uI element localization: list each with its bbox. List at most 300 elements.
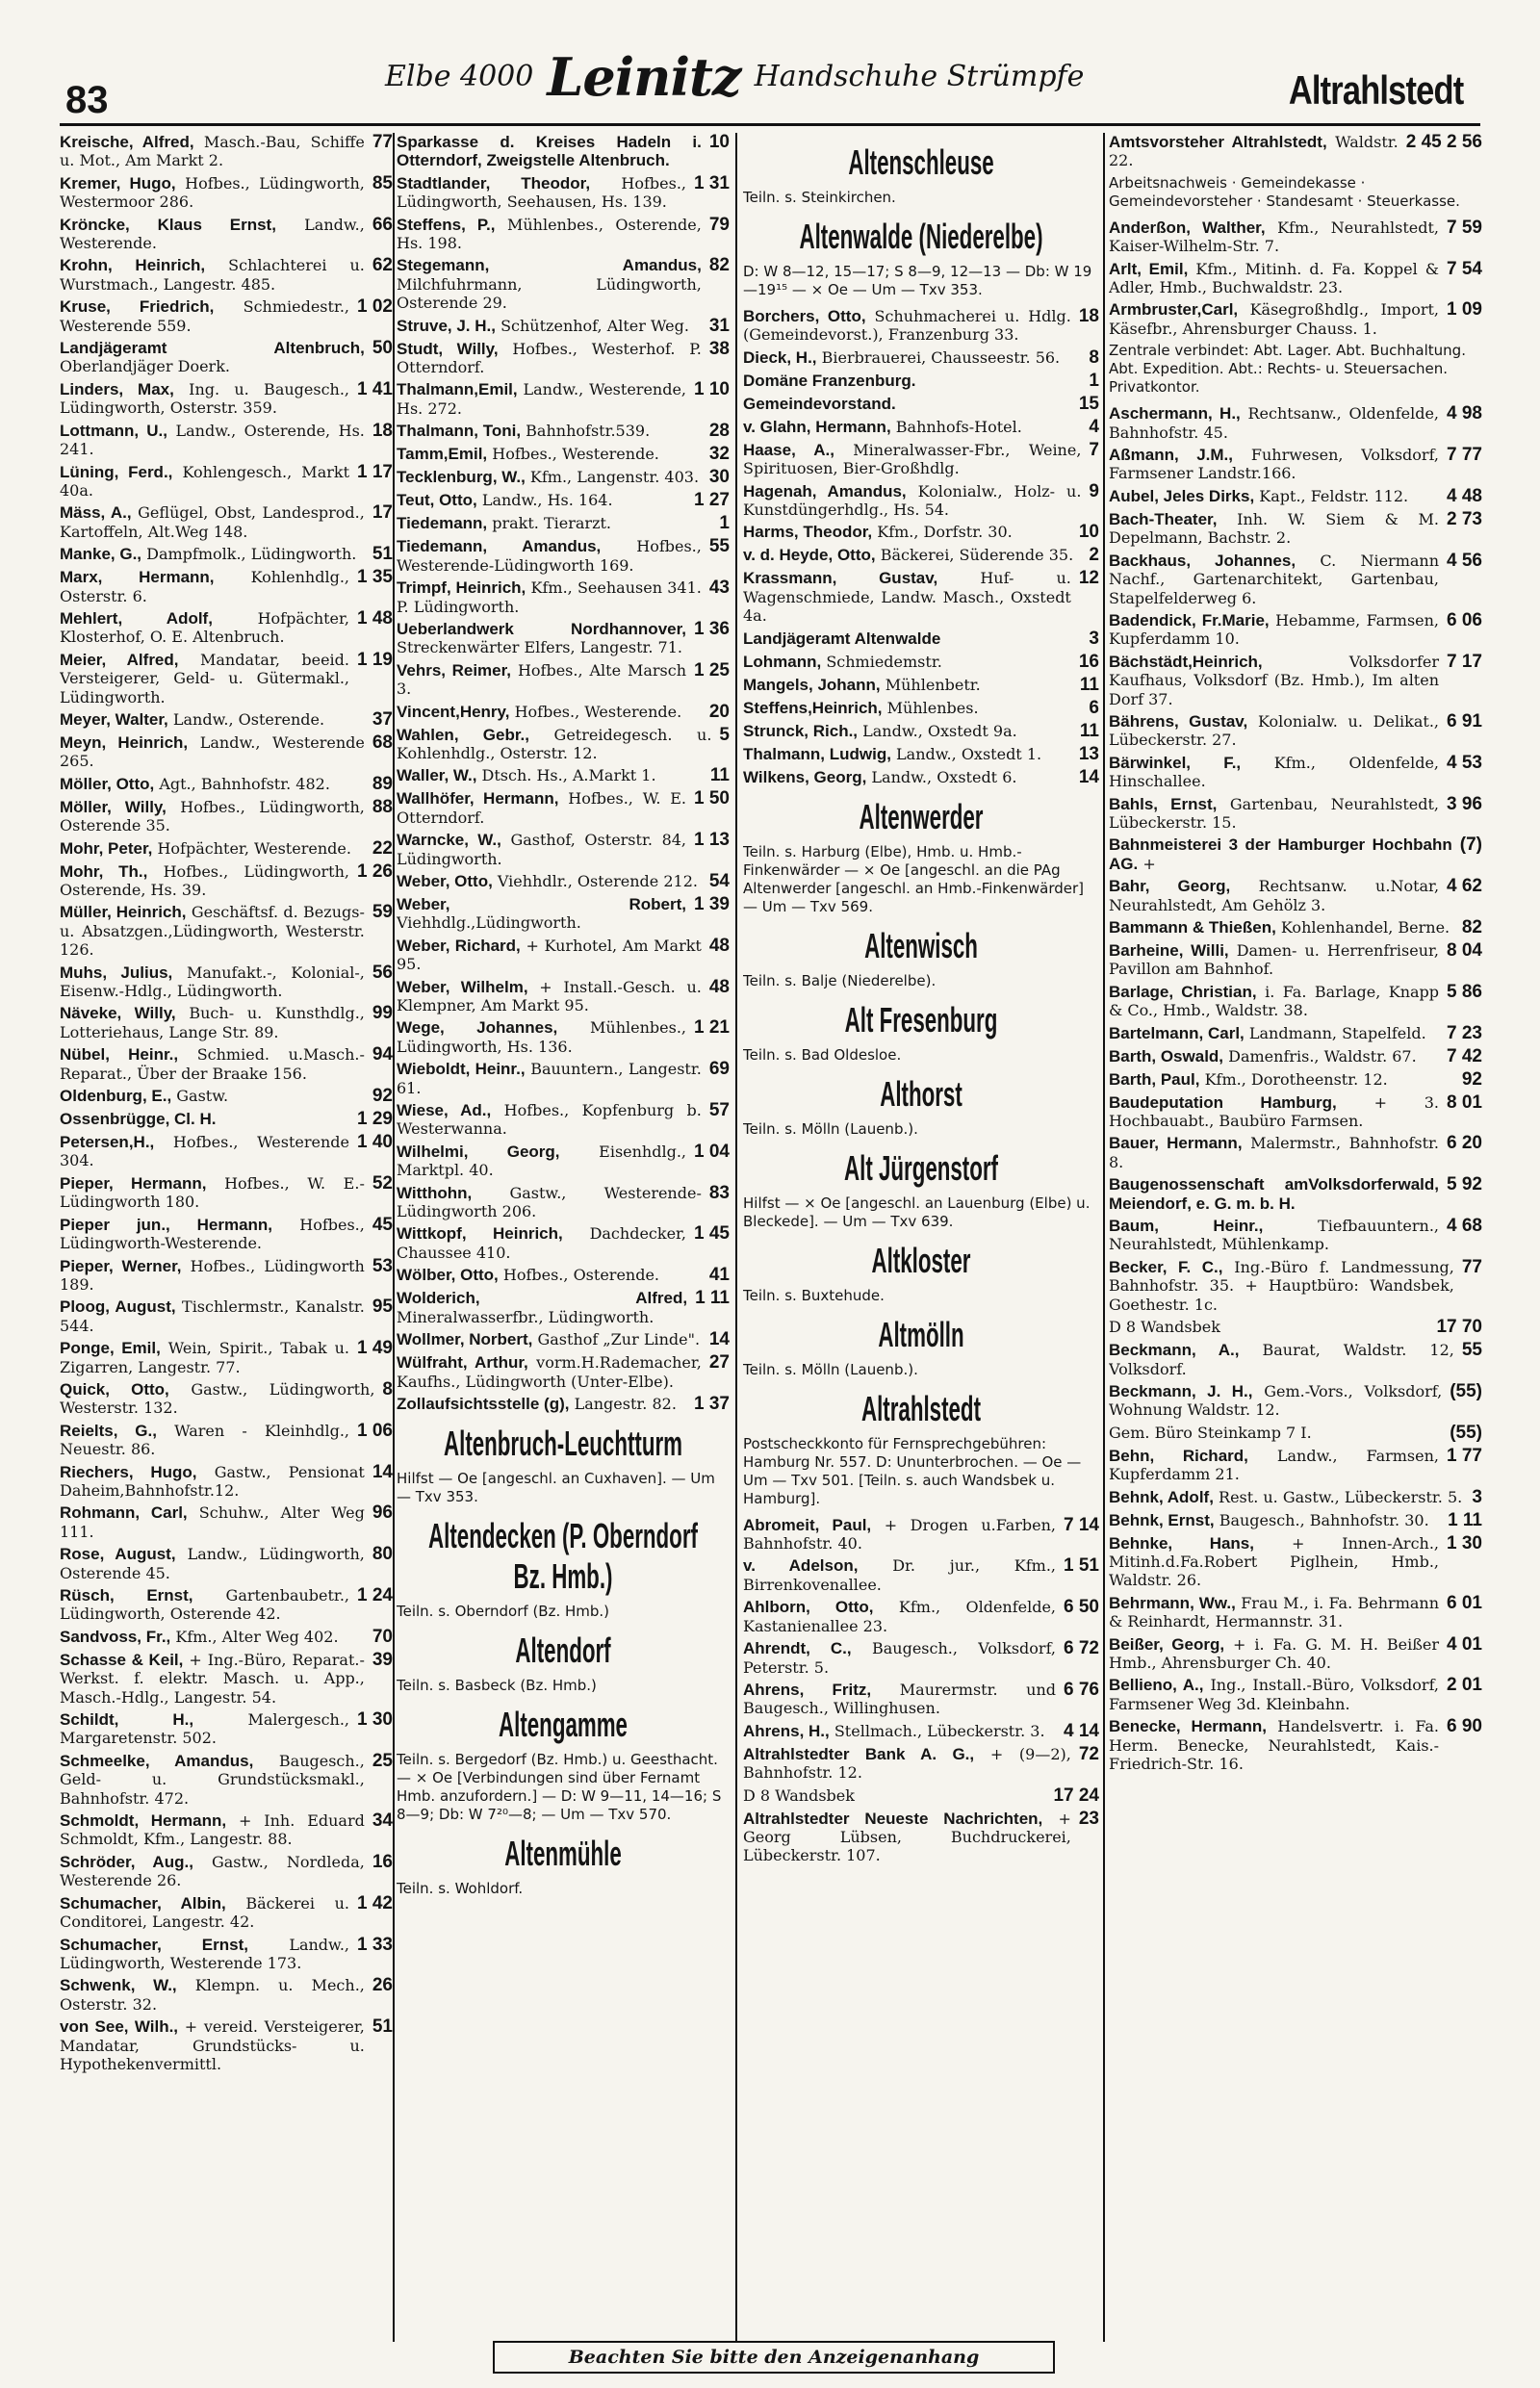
directory-entry [397,661,730,699]
entry-details: Dtsch. Hs., A.Markt 1. [481,766,656,785]
entry-details: Landw., Osterende, Hs. 241. [60,421,365,459]
entry-details: Hofbes., Kopfenburg b. Westerwanna. [397,1101,702,1139]
directory-entry [397,1101,730,1139]
entry-name: Bärwinkel, F., [1109,753,1242,772]
entry-name: Bahls, Ernst, [1109,794,1218,813]
directory-entry [1109,795,1482,833]
entry-details: Malermstr., Bahnhofstr. 8. [1109,1134,1440,1171]
entry-name: Landjägeramt Altenwalde [743,629,941,648]
entry-name: Petersen,H., [60,1133,155,1152]
entry-phone-number: 1 40 [357,1132,393,1153]
entry-name: Bahr, Georg, [1109,877,1231,896]
directory-entry [1109,218,1482,256]
directory-entry [1109,1047,1482,1066]
directory-entry [1109,1070,1482,1090]
entry-details: Tiefbauuntern., Neurahlstedt, Mühlenkamp. [1109,1217,1440,1254]
entry-phone-number: 51 [372,544,393,565]
entry-name: Mäss, A., [60,503,132,523]
directory-entry [397,831,730,868]
entry-phone-number: 55 [708,536,730,557]
entry-details: Malergesch., Margaretenstr. 502. [60,1710,350,1748]
entry-details: Schmiedemstr. [826,652,942,671]
entry-details: D 8 Wandsbek [1109,1318,1220,1337]
entry-name: Beckmann, J. H., [1109,1381,1253,1400]
directory-entry [60,1110,393,1129]
directory-entry [397,703,730,722]
entry-phone-number: 5 92 [1447,1174,1482,1195]
entry-name: Behnk, Ernst, [1109,1510,1215,1529]
directory-entry [1109,1511,1482,1530]
entry-details: Gastw., Pensionat Daheim,Bahnhofstr.12. [60,1462,365,1500]
entry-name: Ahrens, H., [743,1721,830,1740]
directory-entry [60,1894,393,1932]
entry-name: Krassmann, Gustav, [743,569,938,588]
entry-details: Damen- u. Herrenfriseur, Pavillon am Bahnhof. [1109,941,1439,979]
directory-entry [1109,1447,1482,1484]
entry-phone-number: 41 [708,1265,730,1286]
entry-name: Bauer, Hermann, [1109,1134,1243,1153]
entry-phone-number: 1 11 [695,1288,730,1309]
entry-details: Waren - Kleinhdlg., Neuestr. 86. [60,1421,349,1459]
directory-entry [397,978,730,1015]
directory-entry [60,216,393,253]
entry-phone-number: 4 62 [1447,876,1482,897]
entry-details: Baugesch., Bahnhofstr. 30. [1219,1510,1429,1529]
entry-name: Aßmann, J.M., [1109,446,1233,465]
directory-entry [397,726,730,763]
entry-details: + Kurhotel, Am Markt 95. [397,936,702,974]
directory-entry [743,569,1099,625]
directory-entry [1109,611,1482,649]
directory-entry [1109,404,1482,442]
directory-entry [60,1752,393,1808]
directory-entry [60,1045,393,1083]
entry-phone-number: 1 30 [1447,1532,1482,1553]
entry-phone-number: 79 [708,214,730,235]
entry-phone-number: 2 01 [1447,1675,1482,1696]
entry-name: Altrahlstedter Neueste Nachrichten, [743,1809,1043,1828]
entry-name: Wege, Johannes, [397,1018,558,1038]
directory-entry [743,1681,1099,1718]
entry-phone-number: 17 70 [1436,1317,1482,1338]
entry-phone-number: 82 [1461,917,1482,937]
entry-name: Thalmann,Emil, [397,380,518,399]
entry-name: Bährens, Gustav, [1109,711,1248,731]
place-note: Teiln. s. Mölln (Lauenb.). [743,1360,918,1378]
directory-entry [60,174,393,212]
entry-phone-number: 72 [1078,1743,1099,1764]
directory-entry [397,1143,730,1180]
entry-details: Landw., Oxstedt 9a. [862,721,1017,740]
header-rule [60,123,1480,126]
directory-entry [397,1018,730,1056]
entry-details: Getreidegesch. u. Kohlenhdlg., Osterstr. 12. [397,725,712,762]
entry-name: Ahrendt, C., [743,1639,852,1658]
directory-entry [743,1786,1099,1806]
directory-entry [60,463,393,501]
entry-phone-number: 31 [708,315,730,336]
entry-details: Hofbes., W. E. Otterndorf. [397,789,687,827]
entry-name: Beckmann, A., [1109,1341,1240,1360]
directory-entry [743,372,1099,391]
directory-entry [60,422,393,459]
directory-entry [397,620,730,657]
directory-entry [397,174,730,212]
entry-details: Ing., Install.-Büro, Volksdorf, Farmsener Weg 3d. Kleinbahn. [1109,1676,1440,1713]
directory-entry [60,1503,393,1541]
entry-name: Sparkasse d. Kreises Hadeln i. Otterndorf, Zweigstelle Altenbruch. [397,133,702,170]
entry-name: Mohr, Peter, [60,838,153,858]
directory-entry [397,537,730,575]
directory-entry [743,768,1099,787]
entry-phone-number: 62 [372,255,393,276]
entry-details: Huf- u. Wagenschmiede, Landw. Masch., Oxstedt 4a. [743,569,1071,626]
entry-name: Pieper, Hermann, [60,1173,207,1193]
place-heading: Altenwalde (Niederelbe) [799,217,1043,256]
directory-entry [1109,1382,1482,1420]
entry-details: Hofbes., Osterende. [502,1266,660,1285]
entry-details: + Inh. Eduard Schmoldt, Kfm., Langestr. 88. [60,1811,365,1849]
entry-phone-number: 52 [372,1172,393,1194]
entry-details: Mühlenbes. [886,698,979,717]
directory-entry [1109,1093,1482,1131]
entry-details: Hofbes., W. E.-Lüdingworth 180. [60,1173,365,1212]
directory-entry [397,256,730,312]
ad-brand-logo: Leinitz [547,46,741,108]
entry-name: Reielts, G., [60,1421,157,1440]
entry-name: Tiedemann, [397,514,488,533]
entry-details: Hofbes., Lüdingworth, Seehausen, Hs. 139. [397,173,687,212]
directory-entry [60,963,393,1001]
directory-entry [397,422,730,441]
entry-details: + Georg Lübsen, Buchdruckerei, Lübeckerstr. 107. [743,1809,1071,1865]
entry-details: Kfm., Oldenfelde, Kastanienallee 23. [743,1598,1057,1635]
directory-entry [1109,1635,1482,1673]
directory-entry [60,545,393,564]
place-note: Postscheckkonto für Fernsprechgebühren: Hamburg Nr. 557. D: Ununterbrochen. — Oe — Um — Txv 501. [Teiln. s. auch Wandsbek u. Hamburg]. [743,1434,1082,1507]
place-heading: Altenwerder [859,796,984,836]
entry-phone-number: 1 77 [1447,1445,1482,1466]
entry-name: Zollaufsichtsstelle (g), [397,1394,570,1413]
entry-name: Gemeindevorstand. [743,394,896,413]
entry-name: Armbruster,Carl, [1109,300,1239,320]
entry-phone-number: 1 33 [357,1934,393,1955]
entry-name: Arlt, Emil, [1109,259,1189,278]
entry-phone-number: 6 20 [1447,1133,1482,1154]
entry-details: + (9—2), Bahnhofstr. 12. [743,1744,1071,1783]
entry-phone-number: 77 [1461,1256,1482,1277]
entry-name: Dieck, H., [743,347,817,367]
place-note: Zentrale verbindet: Abt. Lager. Abt. Buchhaltung. Abt. Expedition. Abt.: Rechts- u. Steuersachen. Privatkontor. [1109,342,1466,397]
directory-entry [1109,1258,1482,1314]
entry-name: Riechers, Hugo, [60,1462,197,1481]
place-note: Teiln. s. Balje (Niederelbe). [743,971,937,989]
entry-details: Wein, Spirit., Tabak u. Zigarren, Langestr. 77. [60,1339,350,1376]
entry-name: Altrahlstedter Bank A. G., [743,1744,975,1763]
directory-entry [1109,1134,1482,1171]
entry-details: Schuhw., Alter Weg 111. [60,1503,365,1541]
directory-entry [1109,1424,1482,1443]
entry-phone-number: 8 [1089,347,1099,368]
entry-details: + Drogen u.Farben, Bahnhofstr. 40. [743,1515,1057,1553]
entry-name: Barth, Oswald, [1109,1046,1224,1066]
entry-phone-number: 16 [1078,651,1099,672]
entry-details: Buch- u. Kunsthdlg., Lotteriehaus, Lange Str. 89. [60,1004,365,1041]
entry-name: Teut, Otto, [397,491,477,510]
entry-phone-number: 11 [1079,720,1099,741]
directory-entry [1109,487,1482,506]
entry-name: Schmoldt, Hermann, [60,1811,227,1831]
entry-name: Näveke, Willy, [60,1004,176,1023]
entry-name: Benecke, Hermann, [1109,1717,1267,1736]
entry-phone-number: 80 [372,1544,393,1565]
entry-phone-number: 82 [708,255,730,276]
entry-details: Bauuntern., Langestr. 61. [397,1060,702,1097]
column-divider [393,133,395,2342]
entry-name: Hagenah, Amandus, [743,481,907,501]
entry-phone-number: 48 [708,976,730,997]
directory-entry [1109,1676,1482,1713]
entry-phone-number: 56 [372,962,393,983]
directory-entry [743,1810,1099,1865]
entry-name: Tiedemann, Amandus, [397,537,602,556]
entry-details: Geflügel, Obst, Landesprod., Kartoffeln, Alt.Weg 148. [60,503,365,541]
entry-details: Viehhdlr., Osterende 212. [497,871,698,890]
place-note: Hilfst — Oe [angeschl. an Cuxhaven]. — Um — Txv 353. [397,1469,715,1505]
entry-phone-number: 94 [372,1044,393,1066]
entry-phone-number: 1 06 [357,1420,393,1441]
directory-entry [397,1224,730,1262]
directory-entry [60,1216,393,1253]
entry-details: Kfm., Dorotheenstr. 12. [1204,1069,1388,1089]
entry-phone-number: 8 01 [1447,1091,1482,1113]
directory-entry [60,297,393,335]
entry-phone-number: 17 24 [1053,1785,1099,1806]
entry-details: Bierbrauerei, Chausseestr. 56. [821,347,1061,367]
directory-entry [60,1710,393,1748]
directory-entry [397,1353,730,1391]
directory-entry [1109,983,1482,1020]
entry-phone-number: 6 [1089,697,1099,718]
directory-entry [1109,1594,1482,1631]
entry-phone-number: 6 50 [1064,1597,1099,1618]
entry-phone-number: 30 [708,467,730,488]
entry-details: Rechtsanw., Oldenfelde, Bahnhofstr. 45. [1109,404,1440,442]
entry-details: Rechtsanw. u.Notar, Neurahlstedt, Am Gehölz 3. [1109,877,1440,914]
entry-phone-number: 59 [372,902,393,923]
directory-entry [743,418,1099,437]
entry-name: Weber, Otto, [397,871,493,890]
entry-details: Bahnhofs-Hotel. [895,417,1022,436]
entry-name: Wiese, Ad., [397,1101,492,1120]
entry-phone-number: 37 [372,708,393,730]
directory-entry [60,256,393,294]
column-divider [735,133,737,2342]
directory-entry [1109,1717,1482,1773]
entry-name: Schasse & Keil, [60,1650,184,1669]
directory-entry [1109,1024,1482,1043]
place-heading: Altkloster [871,1240,971,1280]
entry-details: Hofbes., Westerende-Lüdingworth 169. [397,537,702,575]
entry-details: Viehhdlg.,Lüdingworth. [397,913,581,933]
entry-name: Wollmer, Norbert, [397,1330,533,1349]
entry-name: Bartelmann, Carl, [1109,1023,1245,1042]
entry-phone-number: 6 91 [1447,710,1482,732]
entry-name: Kröncke, Klaus Ernst, [60,215,276,234]
directory-entry [60,1545,393,1582]
entry-phone-number: 68 [372,732,393,753]
entry-details: Hofbes., Lüdingworth, Osterende 35. [60,797,365,835]
place-note: Teiln. s. Wohldorf. [397,1879,524,1897]
entry-name: Harms, Theodor, [743,523,873,542]
directory-entry [397,380,730,418]
entry-details: Kolonialw. u. Delikat., Lübeckerstr. 27. [1109,711,1440,750]
entry-name: Wölber, Otto, [397,1266,499,1285]
page-number: 83 [65,79,109,121]
entry-details: Schuhmacherei u. Hdlg. (Gemeindevorst.), Franzenburg 33. [743,307,1071,345]
entry-details: Baurat, Waldstr. 12, Volksdorf. [1109,1341,1454,1378]
entry-name: Sandvoss, Fr., [60,1627,171,1646]
entry-name: Becker, F. C., [1109,1257,1223,1276]
directory-entry [397,1184,730,1221]
entry-phone-number: 16 [372,1851,393,1872]
entry-details: Hofbes., Lüdingworth 189. [60,1256,365,1294]
entry-phone-number: 1 02 [357,296,393,318]
entry-name: Behnke, Hans, [1109,1533,1254,1553]
entry-phone-number: 1 10 [694,379,730,400]
entry-phone-number: 1 25 [694,659,730,680]
directory-entry [743,1598,1099,1635]
entry-details: Käsegroßhdlg., Import, Käsefbr., Ahrensburger Chauss. 1. [1109,300,1440,338]
directory-entry [60,339,393,376]
entry-details: Stellmach., Lübeckerstr. 3. [834,1721,1045,1740]
entry-phone-number: 11 [709,765,730,786]
entry-name: Backhaus, Johannes, [1109,551,1296,570]
entry-details: Frau M., i. Fa. Behrmann & Reinhardt, Hermannstr. 31. [1109,1593,1440,1631]
entry-name: Bammann & Thießen, [1109,918,1276,937]
directory-entry [1109,835,1482,873]
entry-details: + Innen-Arch., Mitinh.d.Fa.Robert Piglhein, Hmb., Waldstr. 26. [1109,1533,1440,1590]
entry-name: Barth, Paul, [1109,1069,1200,1089]
entry-name: Schwenk, W., [60,1976,177,1995]
entry-details: + Install.-Gesch. u. Klempner, Am Markt 95. [397,977,702,1014]
place-note: Teiln. s. Basbeck (Bz. Hmb.) [397,1676,597,1694]
entry-phone-number: (55) [1450,1380,1482,1401]
place-note: Teiln. s. Harburg (Elbe), Hmb. u. Hmb.-Finkenwärder — × Oe [angeschl. an die PAg Altenwerder [angeschl. an Hmb.-Finkenwärder] — Um — Txv 569. [743,842,1084,915]
directory-entry [397,1395,730,1414]
footer-banner: Beachten Sie bitte den Anzeigenanhang [493,2341,1055,2374]
entry-details: Landw., Oxstedt 6. [871,767,1017,786]
entry-details: Manufakt.-, Kolonial-, Eisenw.-Hdlg., Lüdingworth. [60,963,365,1001]
directory-entry [397,1060,730,1097]
directory-entry [60,798,393,835]
entry-name: Rohmann, Carl, [60,1503,188,1523]
column-3 [743,133,1099,2347]
entry-name: Abromeit, Paul, [743,1515,872,1534]
entry-details: Hofbes., Westerende. [514,702,682,721]
directory-entry [1109,300,1482,338]
entry-name: Behn, Richard, [1109,1446,1248,1465]
entry-details: C. Niermann Nachf., Gartenarchitekt, Gartenbau, Stapelfelderweg 6. [1109,551,1440,607]
place-note: Hilfst — × Oe [angeschl. an Lauenburg (Elbe) u. Bleckede]. — Um — Txv 639. [743,1194,1091,1230]
entry-phone-number: 13 [1078,743,1099,764]
directory-entry [743,676,1099,695]
entry-name: Behrmann, Ww., [1109,1593,1236,1612]
entry-details: Eisenhdlg., Marktpl. 40. [397,1142,686,1180]
directory-entry [397,491,730,510]
entry-phone-number: 1 41 [357,378,393,399]
entry-details: Hofbes., Lüdingworth-Westerende. [60,1215,365,1253]
directory-entry [60,1853,393,1890]
entry-details: Milchfuhrmann, Lüdingworth, Osterende 29. [397,274,702,313]
place-heading: Altenbruch-Leuchtturm [444,1423,682,1463]
entry-details: Hofpächter, Klosterhof, O. E. Altenbruch. [60,608,349,647]
entry-name: Aubel, Jeles Dirks, [1109,486,1255,505]
entry-phone-number: 6 90 [1447,1716,1482,1737]
place-heading: Altendecken (P. Oberndorf Bz. Hmb.) [428,1515,698,1596]
entry-name: Bahnmeisterei 3 der Hamburger Hochbahn AG. [1109,835,1452,873]
entry-details: Waldstr. 22. [1109,133,1399,170]
entry-details: Kohlenhandel, Berne. [1280,918,1450,937]
directory-entry [60,1422,393,1459]
directory-entry [397,133,730,170]
entry-phone-number: 1 51 [1064,1555,1099,1577]
entry-phone-number: 7 23 [1447,1022,1482,1043]
entry-name: Wallhöfer, Hermann, [397,789,559,809]
entry-details: Hofbes., Lüdingworth, Westermoor 286. [60,173,365,212]
entry-phone-number: 1 30 [357,1709,393,1731]
entry-details: Tischlermstr., Kanalstr. 544. [60,1297,365,1335]
entry-name: Thalmann, Ludwig, [743,744,891,763]
place-note: Teiln. s. Mölln (Lauenb.). [743,1119,918,1138]
entry-phone-number: 7 77 [1447,445,1482,466]
directory-entry [60,903,393,959]
entry-name: Tamm,Emil, [397,445,488,464]
ad-right-text: Handschuhe Strümpfe [754,60,1085,93]
entry-details: Schützenhof, Alter Weg. [500,316,689,335]
entry-name: Tecklenburg, W., [397,468,526,487]
entry-name: Barheine, Willi, [1109,941,1229,960]
entry-details: prakt. Tierarzt. [492,514,612,533]
entry-details: Gem. Büro Steinkamp 7 I. [1109,1423,1312,1442]
entry-details: + 3. Hochbauabt., Baubüro Farmsen. [1109,1092,1440,1131]
entry-phone-number: 1 35 [357,567,393,588]
entry-name: Bächstädt,Heinrich, [1109,652,1263,671]
entry-name: Studt, Willy, [397,339,499,358]
directory-entry [1109,1341,1482,1378]
entry-name: Schildt, H., [60,1710,194,1730]
entry-phone-number: (55) [1450,1422,1482,1443]
entry-phone-number: 77 [372,133,393,152]
entry-phone-number: 1 29 [357,1109,393,1130]
entry-details: i. Fa. Barlage, Knapp & Co., Hmb., Waldstr. 38. [1109,982,1440,1020]
entry-name: Beißer, Georg, [1109,1634,1225,1654]
entry-phone-number: 1 19 [357,649,393,670]
entry-phone-number: 39 [372,1649,393,1670]
entry-name: Linders, Max, [60,379,174,398]
entry-name: Meier, Alfred, [60,650,179,669]
directory-entry [743,629,1099,649]
directory-entry [60,2017,393,2073]
entry-details: Hebamme, Farmsen, Kupferdamm 10. [1109,610,1440,649]
entry-phone-number: 32 [708,444,730,465]
entry-details: Gastw. [176,1087,229,1106]
entry-details: Masch.-Bau, Schiffe u. Mot., Am Markt 2. [60,133,365,170]
entry-phone-number: 34 [372,1810,393,1832]
entry-phone-number: 14 [708,1329,730,1350]
entry-name: Schröder, Aug., [60,1852,193,1871]
entry-phone-number: 7 59 [1447,217,1482,238]
